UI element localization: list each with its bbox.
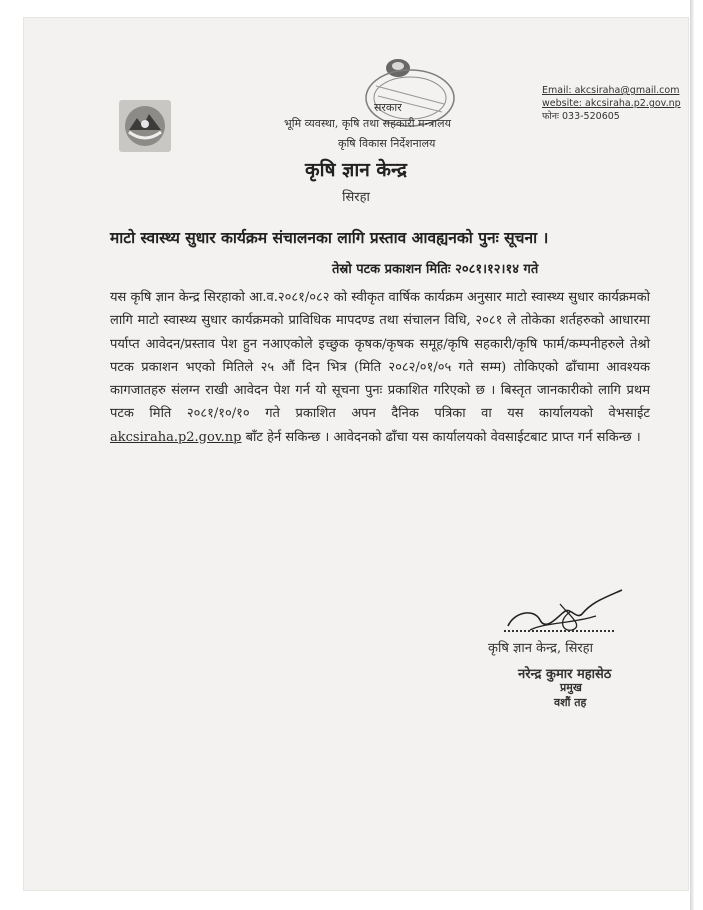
contact-block bbox=[542, 84, 681, 123]
notice-title: माटो स्वास्थ्य सुधार कार्यक्रम संचालनका लागि प्रस्ताव आवह्यनको पुनः सूचना । bbox=[110, 228, 549, 247]
signatory-role: प्रमुख bbox=[560, 681, 582, 694]
signatory-name: नरेन्द्र कुमार महासेठ bbox=[518, 667, 612, 682]
contact-website[interactable]: website: akcsiraha.p2.gov.np bbox=[542, 98, 681, 109]
notice-body-text-1: यस कृषि ज्ञान केन्द्र सिरहाको आ.व.२०८१/०८२ को स्वीकृत वार्षिक कार्यक्रम अनुसार माटो स्वास्थ्य सुधार कार्यक्रमको लागि माटो स्वास्थ्य सुधार कार्यक्रमको प्राविधिक मापदण्ड तथा संचालन विधि, २०८१ ले तोकेका शर्तहरुको आधारमा पर्याप्त आवेदन/प्रस्ताव पेश हुन नआएकोले इच्छुक कृषक/कृषक समूह/कृषि सहकारी/कृषि फार्म/कम्पनीहरुले तेश्रो पटक प्रकाशन भएको मितिले २५ औं दिन भित्र (मिति २०८२/०१/०५ गते सम्म) तोकिएको ढाँचामा आवश्यक कागजातहरु संलग्न राखी आवेदन पेश गर्न यो सूचना पुनः प्रकाशित गरिएको छ । बिस्तृत जानकारीको लागि प्रथम पटक मिति २०८१/१०/१० गते प्रकाशित अपन दैनिक पत्रिका वा यस कार्यालयको वेभसाईट bbox=[110, 290, 650, 422]
signatory-office: कृषि ज्ञान केन्द्र, सिरहा bbox=[488, 641, 593, 656]
contact-phone: फोनः 033-520605 bbox=[542, 111, 620, 122]
document-page bbox=[24, 18, 688, 890]
notice-body bbox=[110, 286, 650, 449]
contact-email[interactable]: Email: akcsiraha@gmail.com bbox=[542, 85, 680, 96]
notice-body-text-2: बाँट हेर्न सकिन्छ । आवेदनको ढाँचा यस कार्यालयको वेवसाईटबाट प्राप्त गर्न सकिन्छ । bbox=[241, 429, 641, 445]
page-edge-shadow bbox=[690, 0, 694, 910]
office-location: सिरहा bbox=[342, 190, 370, 205]
ministry-line-government: सरकार bbox=[374, 101, 402, 114]
notice-body-website-link[interactable]: akcsiraha.p2.gov.np bbox=[110, 429, 242, 445]
nepal-emblem-logo-icon bbox=[119, 100, 171, 152]
directorate-line: कृषि विकास निर्देशनालय bbox=[338, 137, 436, 150]
handwritten-signature-icon bbox=[500, 586, 630, 646]
publication-date: तेस्रो पटक प्रकाशन मितिः २०८१।१२।१४ गते bbox=[332, 262, 539, 277]
office-title: कृषि ज्ञान केन्द्र bbox=[305, 159, 407, 181]
signatory-rank: वशौं तह bbox=[554, 696, 587, 709]
ministry-line-name: भूमि व्यवस्था, कृषि तथा सहकारी मन्त्रालय bbox=[284, 117, 451, 130]
signature-line bbox=[504, 630, 614, 632]
